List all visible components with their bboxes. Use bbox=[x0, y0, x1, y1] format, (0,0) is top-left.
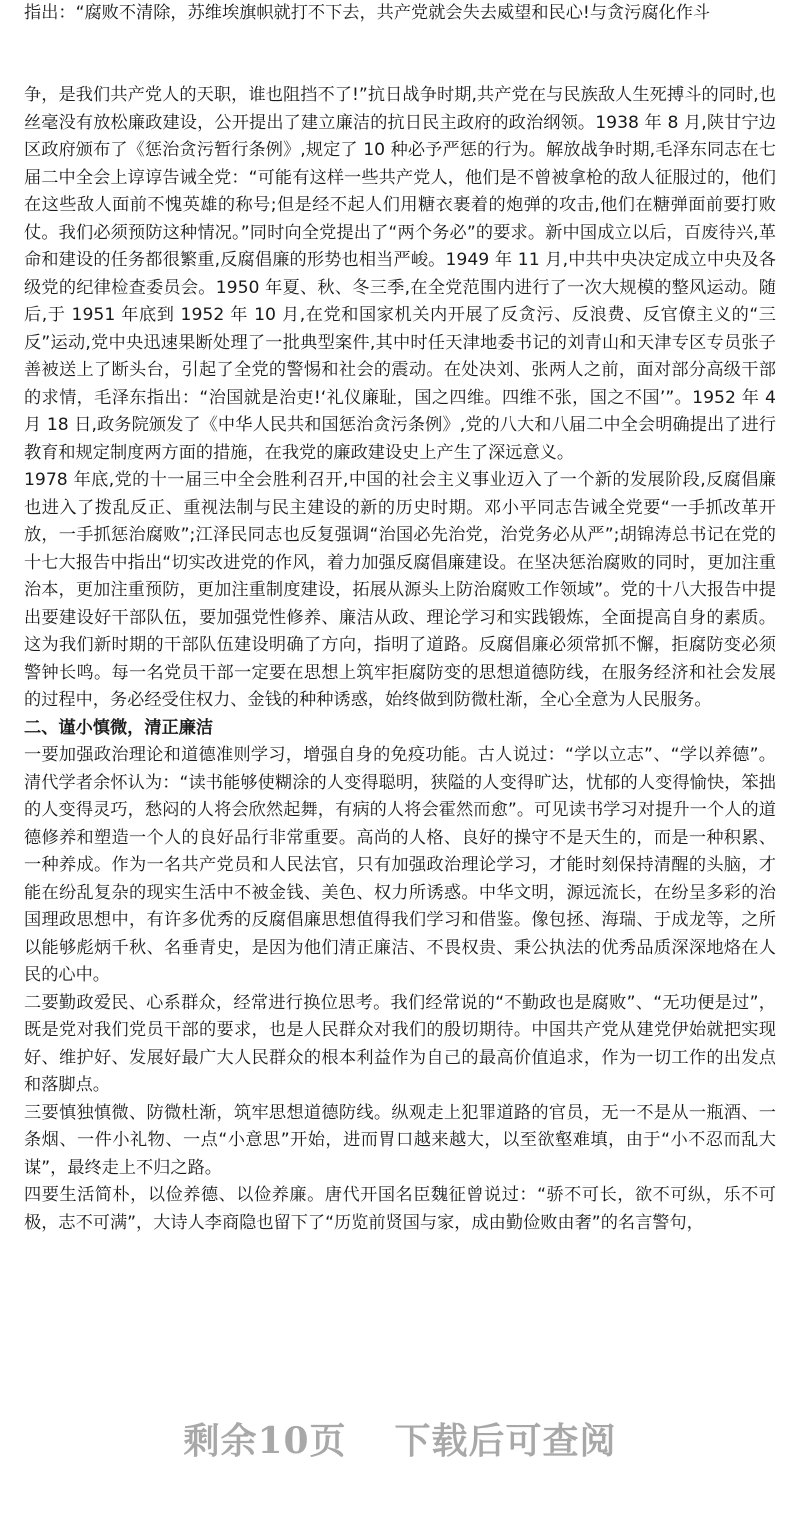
document-top-line: 指出：“腐败不清除，苏维埃旗帜就打不下去，共产党就会失去威望和民心!与贪污腐化作斗 bbox=[24, 3, 711, 23]
document-body bbox=[24, 82, 776, 1237]
paragraph-point-three: 三要慎独慎微、防微杜渐，筑牢思想道德防线。纵观走上犯罪道路的官员，无一不是从一瓶酒、一条烟、一件小礼物、一点“小意思”开始，进而胃口越来越大，以至欲壑难填，由于“小不忍而乱大谋”，最终走上不归之路。 bbox=[24, 1102, 776, 1178]
paragraph-reform-era: 1978 年底,党的十一届三中全会胜利召开,中国的社会主义事业迈入了一个新的发展阶段,反腐倡廉也进入了拨乱反正、重视法制与民主建设的新的历史时期。邓小平同志告诫全党要“一手抓改革开放，一手抓惩治腐败”;江泽民同志也反复强调“治国必先治党，治党务必从严”;胡锦涛总书记在党的十七大报告中指出“切实改进党的作风，着力加强反腐倡廉建设。在坚决惩治腐败的同时，更加注重治本，更加注重预防，更加注重制度建设，拓展从源头上防治腐败工作领域”。党的十八大报告中提出要建设好干部队伍，要加强党性修养、廉洁从政、理论学习和实践锻炼，全面提高自身的素质。这为我们新时期的干部队伍建设明确了方向，指明了道路。反腐倡廉必须常抓不懈，拒腐防变必须警钟长鸣。每一名党员干部一定要在思想上筑牢拒腐防变的思想道德防线，在服务经济和社会发展的过程中，务必经受住权力、金钱的种种诱惑，始终做到防微杜渐，全心全意为人民服务。 bbox=[24, 470, 776, 710]
paragraph-point-two: 二要勤政爱民、心系群众，经常进行换位思考。我们经常说的“不勤政也是腐败”、“无功便是过”，既是党对我们党员干部的要求，也是人民群众对我们的殷切期待。中国共产党从建党伊始就把实现好、维护好、发展好最广大人民群众的根本利益作为自己的最高价值追求，作为一切工作的出发点和落脚点。 bbox=[24, 992, 776, 1095]
paragraph-history: 争，是我们共产党人的天职，谁也阻挡不了!”抗日战争时期,共产党在与民族敌人生死搏斗的同时,也丝毫没有放松廉政建设，公开提出了建立廉洁的抗日民主政府的政治纲领。1938 年 8 月,陕甘宁边区政府颁布了《惩治贪污暂行条例》,规定了 10 种必予严惩的行为。解放战争时期,毛泽东同志在七届二中全会上谆谆告诫全党：“可能有这样一些共产党人，他们是不曾被拿枪的敌人征服过的，他们在这些敌人面前不愧英雄的称号;但是经不起人们用糖衣裹着的炮弹的攻击,他们在糖弹面前要打败仗。我们必须预防这种情况。”同时向全党提出了“两个务必”的要求。新中国成立以后，百废待兴,革命和建设的任务都很繁重,反腐倡廉的形势也相当严峻。1949 年 11 月,中共中央决定成立中央及各级党的纪律检查委员会。1950 年夏、秋、冬三季,在全党范围内进行了一次大规模的整风运动。随后,于 1951 年底到 1952 年 10 月,在党和国家机关内开展了反贪污、反浪费、反官僚主义的“三反”运动,党中央迅速果断处理了一批典型案件,其中时任天津地委书记的刘青山和天津专区专员张子善被送上了断头台，引起了全党的警惕和社会的震动。在处决刘、张两人之前，面对部分高级干部的求情，毛泽东指出：“治国就是治吏!‘礼仪廉耻，国之四维。四维不张，国之不国’”。1952 年 4 月 18 日,政务院颁发了《中华人民共和国惩治贪污条例》,党的八大和八届二中全会明确提出了进行教育和规定制度两方面的措施，在我党的廉政建设史上产生了深远意义。 bbox=[24, 85, 776, 463]
section-heading: 二、谨小慎微，清正廉洁 bbox=[24, 717, 214, 738]
paragraph-point-four: 四要生活简朴，以俭养德、以俭养廉。唐代开国名臣魏征曾说过：“骄不可长，欲不可纵，乐不可极，志不可满”，大诗人李商隐也留下了“历览前贤国与家，成由勤俭败由奢”的名言警句， bbox=[24, 1185, 776, 1233]
download-hint-label[interactable]: 下载后可查阅 bbox=[394, 1419, 617, 1462]
download-banner[interactable] bbox=[0, 1408, 800, 1468]
remaining-pages-label: 剩余10页 bbox=[183, 1419, 347, 1462]
paragraph-point-one: 一要加强政治理论和道德准则学习，增强自身的免疫功能。古人说过：“学以立志”、“学以养德”。清代学者余怀认为：“读书能够使糊涂的人变得聪明，狭隘的人变得旷达，忧郁的人变得愉快，笨拙的人变得灵巧，愁闷的人将会欣然起舞，有病的人将会霍然而愈”。可见读书学习对提升一个人的道德修养和塑造一个人的良好品行非常重要。高尚的人格、良好的操守不是天生的，而是一种积累、一种养成。作为一名共产党员和人民法官，只有加强政治理论学习，才能时刻保持清醒的头脑，才能在纷乱复杂的现实生活中不被金钱、美色、权力所诱惑。中华文明，源远流长，在纷呈多彩的治国理政思想中，有许多优秀的反腐倡廉思想值得我们学习和借鉴。像包拯、海瑞、于成龙等，之所以能够彪炳千秋、名垂青史，是因为他们清正廉洁、不畏权贵、秉公执法的优秀品质深深地烙在人民的心中。 bbox=[24, 745, 776, 985]
